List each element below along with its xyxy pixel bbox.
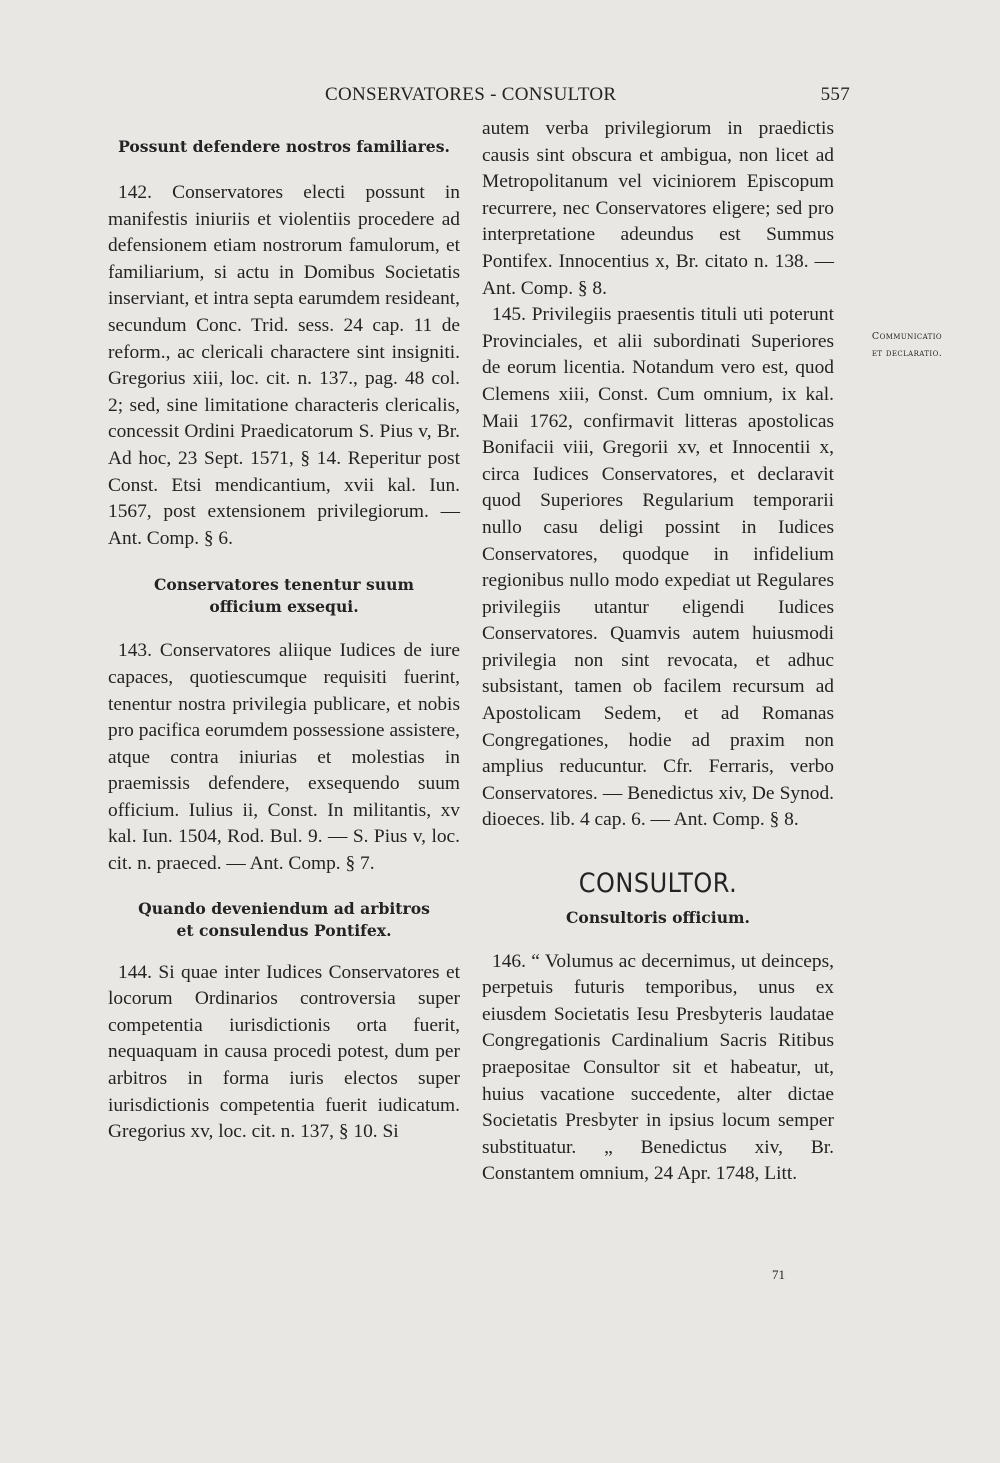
left-column	[108, 116, 460, 1146]
paragraph-144-continued: autem verba privilegiorum in praedictis causis sint obscura et ambigua, non licet ad Metropolitanum vel viciniorem Episcopum recurrere, nec Conservatores eligere; sed pro interpretatione adeundus est Summus Pontifex. Innocentius x, Br. citato n. 138. — Ant. Comp. § 8.	[482, 118, 834, 299]
heading-arbitros-line1: Quando deveniendum ad arbitros	[138, 898, 430, 918]
paragraph-144: 144. Si quae inter Iudices Conservatores et locorum Ordinarios controversia super competentia iurisdictionis orta fuerit, nequaquam in causa procedi potest, dum per arbitros in forma iuris electos super iurisdictionis competentia fuerit iudicatum. Gregorius xv, loc. cit. n. 137, § 10. Si	[108, 961, 460, 1143]
running-title: CONSERVATORES - CONSULTOR	[325, 84, 617, 105]
paragraph-146: 146. “ Volumus ac decernimus, ut deinceps, perpetuis futuris temporibus, unus ex eiusdem Societatis Iesu Presbyteris laudatae Congregationis Cardinalium Sacris Ritibus praepositae Consultor sit et habeatur, ut, huius vacatione succedente, alter dictae Societatis Presbyter in ipsius locum semper substituatur. „ Benedictus xiv, Br. Constantem omnium, 24 Apr. 1748, Litt.	[482, 950, 834, 1185]
margin-note	[852, 328, 962, 362]
heading-consultoris: Consultoris officium.	[566, 907, 750, 927]
signature-mark: 71	[772, 1267, 785, 1282]
margin-note-line2: et declaratio.	[871, 348, 943, 359]
margin-note-line1: Communicatio	[871, 331, 943, 342]
paragraph-145: 145. Privilegiis praesentis tituli uti poterunt Provinciales, et alii subordinati Superiores de eorum licentia. Notandum vero est, quod Clemens xiii, Const. Cum omnium, ix kal. Maii 1762, confirmavit litteras apostolicas Bonifacii viii, Gregorii xv, et Innocentii x, circa Iudices Conservatores, et declaravit quod Superiores Regularium temporarii nullo casu deligi possint in Iudices Conservatores, quodque in infidelium regionibus nullo modo expediat ut Regulares privilegiis utantur eligendi Iudices Conservatores. Quamvis autem huiusmodi privilegia non sint revocata, et adhuc subsistant, tamen ob facilem recursum ad Apostolicam Sedem, et ad Romanas Congregationes, hodie ad praxim non amplius reducuntur. Cfr. Ferraris, verbo Conservatores. — Benedictus xiv, De Synod. dioeces. lib. 4 cap. 6. — Ant. Comp. § 8.	[482, 304, 834, 831]
section-title-consultor: CONSULTOR.	[578, 867, 738, 899]
heading-officium-line2: officium exsequi.	[209, 597, 359, 617]
heading-familiares: Possunt defendere nostros familiares.	[118, 137, 450, 156]
heading-arbitros	[108, 898, 460, 942]
heading-arbitros-line2: et consulendus Pontifex.	[176, 920, 392, 940]
right-column	[482, 116, 834, 1188]
heading-officium-line1: Conservatores tenentur suum	[153, 575, 415, 595]
heading-officium	[108, 574, 460, 618]
paragraph-142: 142. Conservatores electi possunt in manifestis iniuriis et violentiis procedere ad defensionem etiam nostrorum famulorum, et familiarium, si actu in Domibus Societatis inserviant, et intra septa earumdem resideant, secundum Conc. Trid. sess. 24 cap. 11 de reform., ac clericali charactere sint insigniti. Gregorius xiii, loc. cit. n. 137., pag. 48 col. 2; sed, sine limitatione characteris clericalis, concessit Ordini Praedicatorum S. Pius v, Br. Ad hoc, 23 Sept. 1571, § 14. Reperitur post Const. Etsi mendicantium, xvii kal. Iun. 1567, post extensionem privilegiorum. — Ant. Comp. § 6.	[108, 182, 460, 549]
page-number: 557	[820, 84, 850, 105]
paragraph-143: 143. Conservatores aliique Iudices de iure capaces, quotiescumque requisiti fuerint, tenentur nostra privilegia publicare, et nobis pro pacifica eorumdem possessione assistere, atque contra iniurias et molestias in praemissis defendere, exsequendo suum officium. Iulius ii, Const. In militantis, xv kal. Iun. 1504, Rod. Bul. 9. — S. Pius v, loc. cit. n. praeced. — Ant. Comp. § 7.	[108, 640, 460, 875]
